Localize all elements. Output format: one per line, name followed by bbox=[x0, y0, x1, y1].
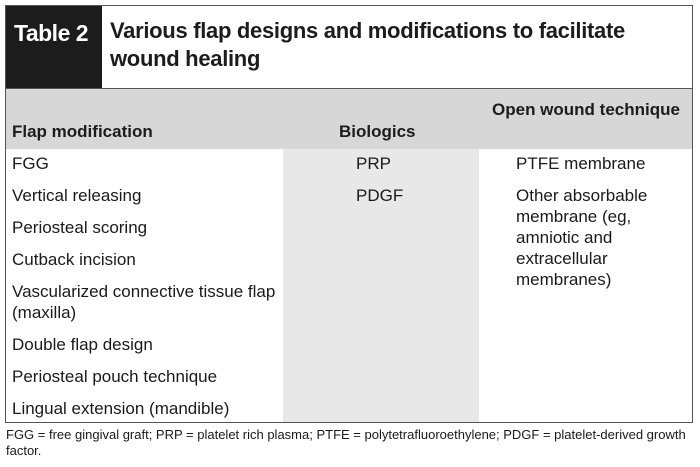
open-wound-column bbox=[516, 153, 691, 301]
list-item: Periosteal scoring bbox=[12, 218, 148, 237]
flap-modification-column bbox=[12, 153, 280, 430]
header-biologics: Biologics bbox=[339, 122, 416, 141]
list-item: FGG bbox=[12, 154, 49, 173]
table-title-row bbox=[6, 6, 692, 88]
list-item: Double flap design bbox=[12, 335, 153, 354]
list-item: PRP bbox=[356, 154, 391, 173]
table-title: Various flap designs and modifications to facilitate wound healing bbox=[110, 18, 625, 71]
list-item: Cutback incision bbox=[12, 250, 136, 269]
list-item: Vascularized connective tissue flap (maxilla) bbox=[12, 282, 276, 322]
list-item: Periosteal pouch technique bbox=[12, 367, 218, 386]
header-open-wound-technique: Open wound technique bbox=[492, 100, 680, 119]
biologics-column bbox=[356, 153, 476, 217]
list-item: PDGF bbox=[356, 186, 404, 205]
list-item: Other absorbable membrane (eg, amniotic and extracellular membranes) bbox=[516, 186, 648, 289]
list-item: Lingual extension (mandible) bbox=[12, 399, 230, 418]
table-header-row bbox=[6, 88, 692, 149]
table-number-label: Table 2 bbox=[6, 6, 102, 88]
list-item: Vertical releasing bbox=[12, 186, 142, 205]
header-flap-modification: Flap modification bbox=[12, 122, 153, 141]
table-frame bbox=[5, 5, 693, 423]
table-footnote: FGG = free gingival graft; PRP = platelet rich plasma; PTFE = polytetrafluoroethylene; PDGF = platelet-derived growth factor. bbox=[6, 427, 686, 458]
list-item: PTFE membrane bbox=[516, 154, 646, 173]
